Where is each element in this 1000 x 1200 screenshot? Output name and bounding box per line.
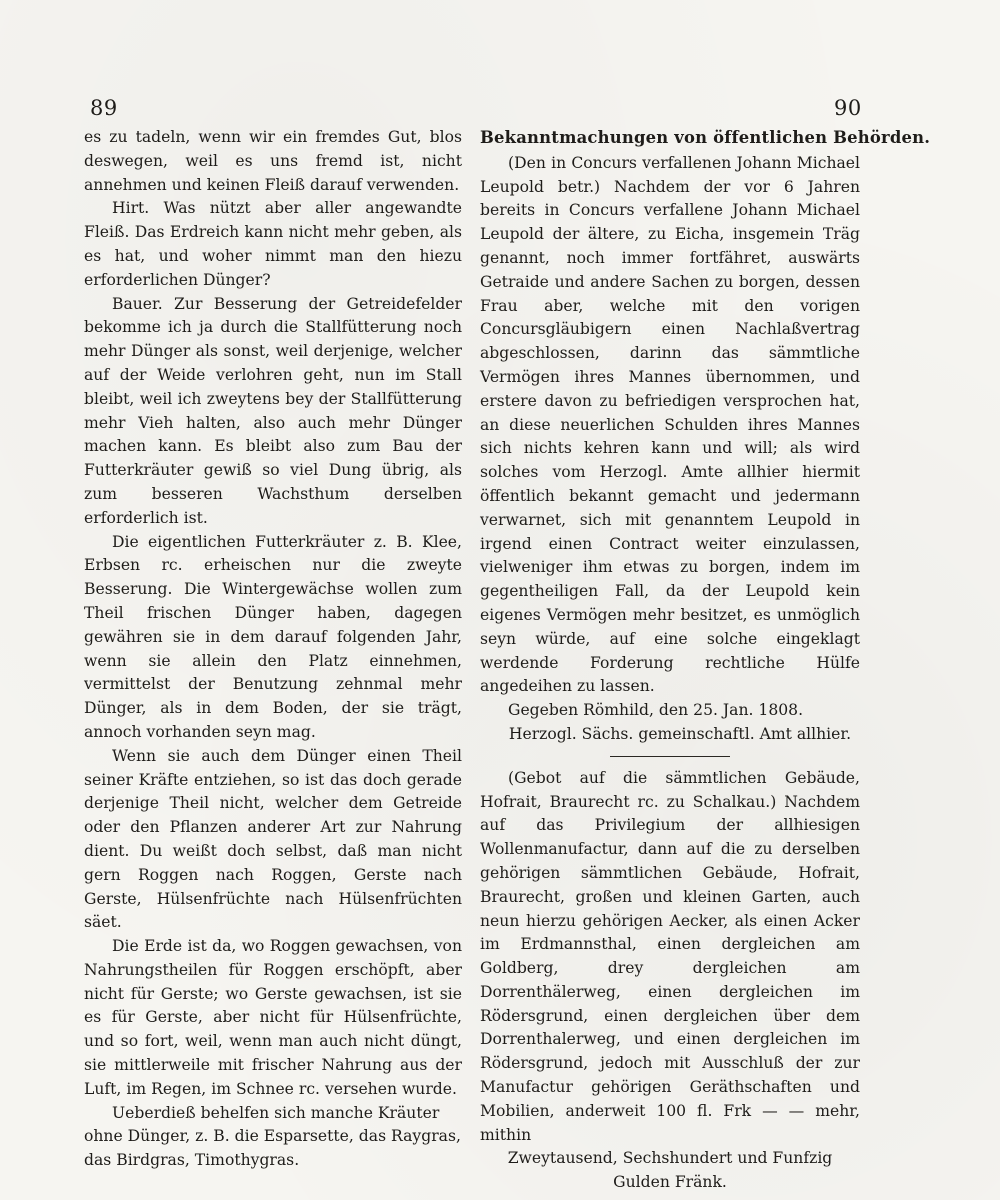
paragraph-hirt: Hirt. Was nützt aber aller angewandte Fleiß. Das Erdreich kann nicht mehr geben, als es hat, und woher nimmt man den hiezu erforderlichen Dünger? <box>84 199 462 289</box>
paragraph-erde: Die Erde ist da, wo Roggen gewachsen, von Nahrungstheilen für Roggen erschöpft, aber nicht für Gerste; wo Gerste gewachsen, ist sie es für Gerste, aber nicht für Hülsenfrüchte, und so fort, weil, wenn man auch nicht düngt, sie mittlerweile mit frischer Nahrung aus der Luft, im Regen, im Schnee rc. versehen wurde. <box>84 937 462 1098</box>
page-number-left: 89 <box>90 96 118 120</box>
notice-amount: Zweytausend, Sechshundert und Funfzig Gulden Fränk. <box>507 1149 833 1192</box>
page-number-right: 90 <box>834 96 862 120</box>
section-heading: Bekanntmachungen von öffentlichen Behörden. <box>480 128 931 147</box>
paragraph-bauer: Bauer. Zur Besserung der Getreidefelder bekomme ich ja durch die Stallfütterung noch mehr Dünger als sonst, weil derjenige, welcher auf der Weide verlohren geht, nun im Stall bleibt, weil ich zweytens bey der Stallfütterung mehr Vieh halten, also auch mehr Dünger machen kann. Es bleibt also zum Bau der Futterkräuter gewiß so viel Dung übrig, als zum besseren Wachsthum derselben erforderlich ist. <box>84 294 462 527</box>
paragraph-futterkraeuter: Die eigentlichen Futterkräuter z. B. Klee, Erbsen rc. erheischen nur die zweyte Besserung. Die Wintergewächse wollen zum Theil frischen Dünger haben, dagegen gewähren sie in dem darauf folgenden Jahr, wenn sie allein den Platz einnehmen, vermittelst der Benutzung zehnmal mehr Dünger, als in dem Boden, der sie trägt, annoch vorhanden seyn mag. <box>84 532 462 741</box>
left-page-text-column <box>84 126 462 1173</box>
notice-signature: Herzogl. Sächs. gemeinschaftl. Amt allhier. <box>508 724 852 743</box>
notice-schalkau: (Gebot auf die sämmtlichen Gebäude, Hofrait, Braurecht rc. zu Schalkau.) Nachdem auf das Privilegium der allhiesigen Wollenmanufactur, dann auf die zu derselben gehörigen sämmtlichen Gebäude, Hofrait, Braurecht, großen und kleinen Garten, auch neun hierzu gehörigen Aecker, als einen Acker im Erdmannsthal, einen dergleichen am Goldberg, drey dergleichen am Dorrenthälerweg, einen dergleichen im Rödersgrund, einen dergleichen über dem Dorrenthalerweg, und einen dergleichen im Rödersgrund, jedoch mit Ausschluß der zur Manufactur gehörigen Geräthschaften und Mobilien, anderweit 100 fl. Frk — — mehr, mithin <box>480 768 860 1144</box>
notice-date: Gegeben Römhild, den 25. Jan. 1808. <box>508 701 804 720</box>
paragraph-continuation: es zu tadeln, wenn wir ein fremdes Gut, blos deswegen, weil es uns fremd ist, nicht annehmen und keinen Fleiß darauf verwenden. <box>84 128 462 194</box>
notice-leupold: (Den in Concurs verfallenen Johann Michael Leupold betr.) Nachdem der vor 6 Jahren bereits in Concurs verfallene Johann Michael Leupold der ältere, zu Eicha, insgemein Träg genannt, noch immer fortfähret, auswärts Getraide und andere Sachen zu borgen, dessen Frau aber, welche mit den vorigen Concursgläubigern einen Nachlaßvertrag abgeschlossen, darinn das sämmtliche Vermögen ihres Mannes übernommen, und erstere davon zu befriedigen versprochen hat, an diese neuerlichen Schulden ihres Mannes sich nichts kehren kann und will; als wird solches vom Herzogl. Amte allhier hiermit öffentlich bekannt gemacht und jedermann verwarnet, sich mit genanntem Leupold in irgend einen Contract weiter einzulassen, vielweniger ihm etwas zu borgen, indem im gegentheiligen Fall, da der Leupold kein eigenes Vermögen mehr besitzet, es unmöglich seyn würde, auf eine solche eingeklagt werdende Forderung rechtliche Hülfe angedeihen zu lassen. <box>480 153 860 696</box>
paragraph-ueberdiess: Ueberdieß behelfen sich manche Kräuter ohne Dünger, z. B. die Esparsette, das Raygras, das Birdgras, Timothygras. <box>84 1103 461 1170</box>
section-divider <box>610 756 730 757</box>
right-page-text-column <box>480 126 931 1195</box>
paragraph-kraefte: Wenn sie auch dem Dünger einen Theil seiner Kräfte entziehen, so ist das doch gerade derjenige Theil nicht, welcher dem Getreide oder den Pflanzen anderer Art zur Nahrung dient. Du weißt doch selbst, daß man nicht gern Roggen nach Roggen, Gerste nach Gerste, Hülsenfrüchte nach Hülsenfrüchten säet. <box>84 746 462 932</box>
